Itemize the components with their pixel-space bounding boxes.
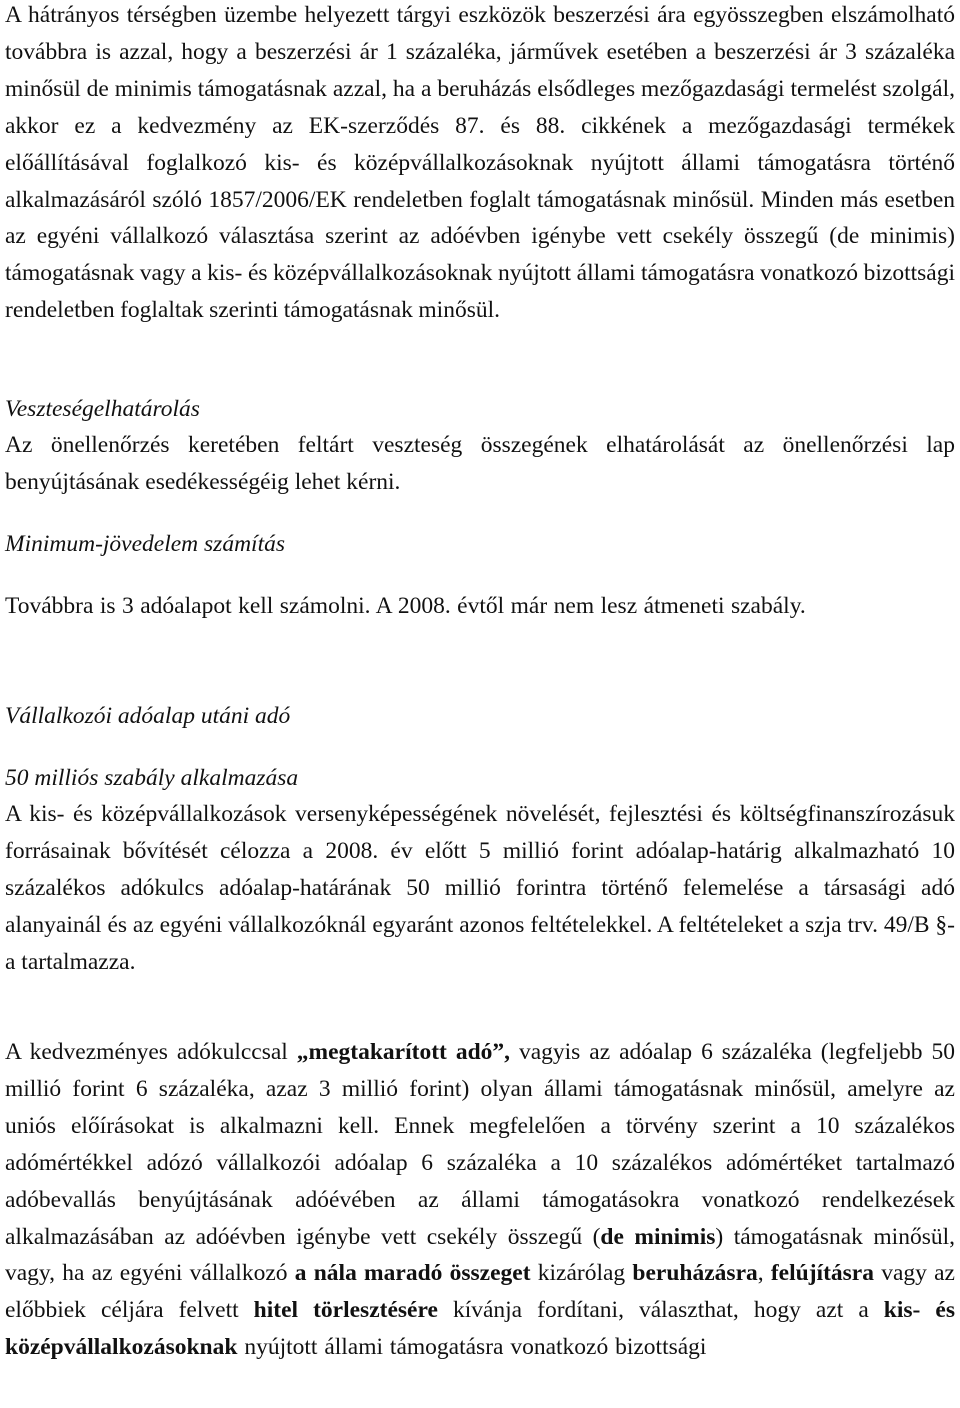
paragraph-asset-purchase: A hátrányos térségben üzembe helyezett tárgyi eszközök beszerzési ára egyösszegben elszámolható továbbra is azzal, hogy a beszerzési ár 1 százaléka, járművek esetében a beszerzési ár 3 százaléka minősül de minimis támogatásnak azzal, ha a beruházás elsődleges mezőgazdasági termelést szolgál, akkor ez a kedvezmény az EK-szerződés 87. és 88. cikkének a mezőgazdasági termékek előállításával foglalkozó kis- és középvállalkozásoknak nyújtott állami támogatásra történő alkalmazásáról szóló 1857/2006/EK rendeletben foglalt támogatásnak minősül. Minden más esetben az egyéni vállalkozó választása szerint az adóévben igénybe vett csekély összegű (de minimis) támogatásnak vagy a kis- és középvállalkozásoknak nyújtott állami támogatásra vonatkozó bizottsági rendeletben foglaltak szerinti támogatásnak minősül. [5, 2, 955, 324]
bold-loan-repayment: hitel törlesztésére [253, 1297, 438, 1324]
text-segment: ) támogatásnak minősül, vagy, ha az egyéni vállalkozó [5, 1223, 955, 1287]
paragraph-loss-carryforward: Az önellenőrzés keretében feltárt veszteség összegének elhatárolását az önellenőrzési lap benyújtásának esedékességéig lehet kérni. [5, 432, 955, 495]
heading-50-million-rule: 50 milliós szabály alkalmazása [5, 765, 299, 791]
bold-de-minimis: de minimis [600, 1223, 716, 1250]
paragraph-minimum-income: Továbbra is 3 adóalapot kell számolni. A 2008. évtől már nem lesz átmeneti szabály. [5, 593, 806, 619]
paragraph-50-million-rule: A kis- és középvállalkozások versenyképességének növelését, fejlesztési és költségfinanszírozásuk forrásainak bővítését célozza a 2008. év előtt 5 millió forint adóalap-határig alkalmazható 10 százalékos adókulcs adóalap-határának 50 millió forintra történő felemelése a társasági adó alanyainál és az egyéni vállalkozóknál egyaránt azonos feltételekkel. A feltételeket a szja trv. 49/B §- a tartalmazza. [5, 801, 955, 975]
bold-remaining-amount: a nála maradó összeget [294, 1260, 531, 1287]
heading-minimum-income: Minimum-jövedelem számítás [5, 531, 285, 557]
bold-sme: kis- és középvállalkozásoknak [5, 1297, 955, 1361]
text-segment: nyújtott állami támogatásra vonatkozó bizottsági [237, 1334, 707, 1361]
text-segment: vagy az előbbiek céljára felvett [5, 1260, 955, 1324]
text-segment: A kedvezményes adókulccsal [5, 1039, 297, 1065]
bold-investment: beruházásra [632, 1260, 758, 1287]
text-segment: kizárólag [530, 1260, 633, 1287]
paragraph-saved-tax [5, 1034, 955, 1366]
heading-entrepreneur-tax: Vállalkozói adóalap utáni adó [5, 703, 291, 729]
text-segment: vagyis az adóalap 6 százaléka (legfeljebb 50 millió forint 6 százaléka, azaz 3 millió forint) olyan állami támogatásnak minősül, amelyre az uniós előírásokat is alkalmazni kell. Ennek megfelelően a törvény szerint a 10 százalékos adómértékkel adózó vállalkozói adóalap 6 százaléka a 10 százalékos adómértéket tartalmazó adóbevallás benyújtásának adóévében az állami támogatásokra vonatkozó rendelkezések alkalmazásában az adóévben igénybe vett csekély összegű ( [5, 1039, 955, 1250]
heading-loss-carryforward: Veszteségelhatárolás [5, 396, 200, 422]
bold-renovation: felújításra [770, 1260, 874, 1287]
text-segment: kívánja fordítani, választhat, hogy azt a [437, 1297, 884, 1324]
text-segment: , [757, 1260, 771, 1287]
bold-saved-tax: „megtakarított adó”, [296, 1039, 511, 1065]
